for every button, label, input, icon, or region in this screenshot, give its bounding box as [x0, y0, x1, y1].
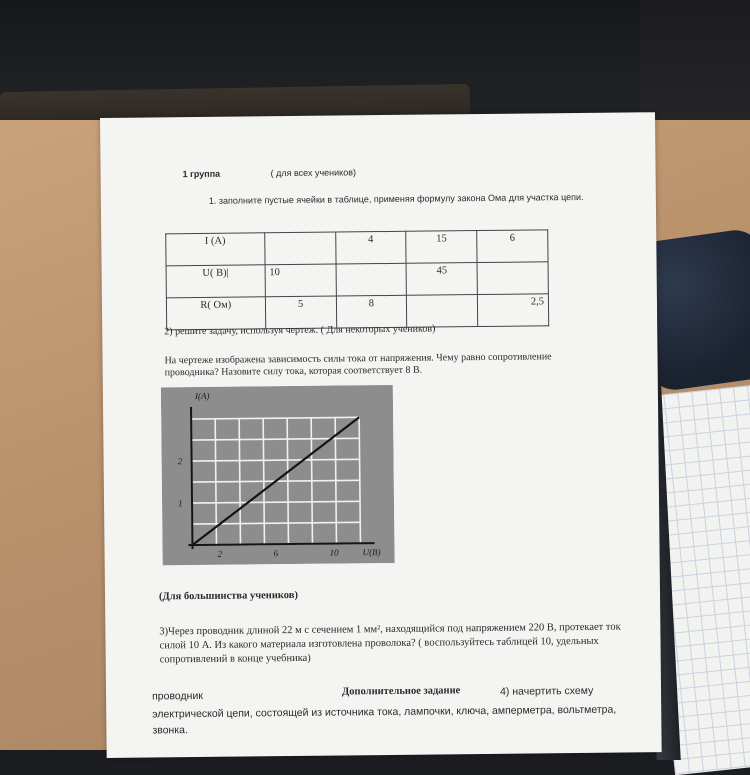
table-row — [166, 262, 548, 298]
group-title: 1 группа — [182, 168, 221, 180]
y-axis-label: I(A) — [194, 390, 210, 402]
x-tick-label: 10 — [329, 547, 339, 558]
table-cell: 45 — [406, 263, 477, 296]
current-voltage-graph — [161, 385, 395, 565]
background-dark-area — [0, 0, 750, 90]
table-row — [166, 230, 548, 266]
extra-task-heading: Дополнительное задание — [341, 685, 461, 698]
y-tick-label: 1 — [177, 498, 183, 509]
table-cell — [264, 232, 335, 265]
task-4-lead: 4) начертить схему — [499, 684, 594, 698]
table-cell — [477, 262, 548, 295]
task-2-heading: 2) решите задачу, используя чертеж. ( Для некоторых учеников) — [164, 323, 436, 338]
task-2-problem: На чертеже изображена зависимость силы тока от напряжения. Чему равно сопротивление проводника? Назовите силу тока, которая соответствует 8 В. — [164, 351, 552, 379]
table-cell: I (A) — [166, 233, 265, 266]
table-cell: 5 — [265, 296, 336, 329]
ohm-law-table — [165, 229, 549, 330]
task-4-text: электрической цепи, состоящей из источника тока, лампочки, ключа, амперметра, вольтметра, звонка. — [152, 703, 617, 737]
worksheet — [100, 112, 662, 758]
table-cell: U( B)| — [166, 265, 265, 298]
x-tick-label: 6 — [273, 548, 279, 559]
task-3-problem: 3)Через проводник длиной 22 м с сечением 1 мм², находящийся под напряжением 220 В, протекает ток силой 10 А. Из какого материала изготовлена проволока? ( воспользуйтесь таблицей 10, удельных сопротивлений в конце учебника) — [159, 621, 621, 666]
table-cell: 4 — [335, 231, 406, 264]
x-tick-label: 2 — [217, 548, 223, 559]
table-cell — [336, 263, 407, 296]
majority-heading: (Для большинства учеников) — [158, 589, 298, 603]
table-cell: 2,5 — [478, 294, 549, 327]
table-cell: 15 — [406, 231, 477, 264]
task-1-instructions: 1. заполните пустые ячейки в таблице, применяя формулу закона Ома для участка цепи. — [208, 191, 584, 206]
task-3-continuation: проводник — [151, 689, 203, 703]
x-axis-label: U(B) — [362, 547, 381, 558]
table-cell: R( Ом) — [166, 297, 265, 330]
table-cell — [407, 295, 478, 328]
y-tick-label: 2 — [177, 456, 183, 467]
table-cell: 6 — [477, 230, 548, 263]
table-cell: 10 — [265, 264, 336, 297]
group-note: ( для всех учеников) — [270, 167, 357, 179]
table-cell: 8 — [336, 295, 407, 328]
